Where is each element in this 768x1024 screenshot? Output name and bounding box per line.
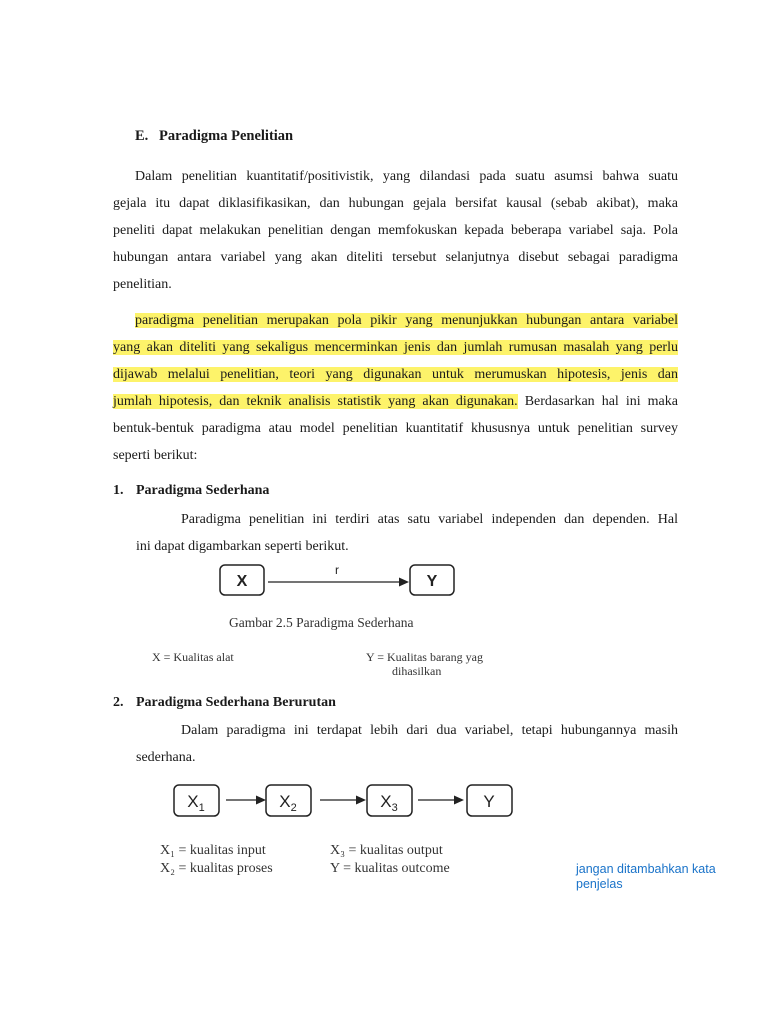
legend-x: X = Kualitas alat [152, 650, 234, 664]
subsection-number: 2. [113, 695, 124, 710]
highlighted-text[interactable]: dijawab melalui penelitian, teori yang digunakan untuk merumuskan hipotesis, jenis dan [113, 367, 678, 382]
paragraph-line [113, 388, 678, 415]
paragraph-line: peneliti dapat melakukan penelitian dengan memfokuskan kepada beberapa variabel saja. Pola [113, 223, 678, 238]
subsection-heading-2 [113, 695, 336, 711]
arrow-head [454, 796, 464, 805]
paragraph-line: Dalam paradigma ini terdapat lebih dari dua variabel, tetapi hubungannya masih [181, 723, 678, 738]
paragraph-text: Berdasarkan hal ini maka [517, 394, 678, 409]
paragraph-line: penelitian. [113, 277, 172, 292]
paragraph-line [113, 334, 678, 361]
subsection-2-paragraph [136, 717, 678, 771]
paragraph-line: sederhana. [136, 750, 196, 765]
box-y-label: Y [483, 792, 495, 811]
paragraph-line: gejala itu dapat diklasifikasikan, dan hubungan gejala bersifat kausal (sebab akibat), maka [113, 196, 678, 211]
subsection-title: Paradigma Sederhana Berurutan [136, 695, 336, 710]
arrow-head [399, 578, 409, 587]
paragraph-line: Dalam penelitian kuantitatif/positivistik, yang dilandasi pada suatu asumsi bahwa suatu [135, 169, 678, 184]
sequential-paradigm-diagram [172, 782, 517, 822]
paragraph-line: bentuk-bentuk paradigma atau model penelitian kuantitatif khususnya untuk penelitian survey [113, 421, 678, 436]
paragraph-intro [113, 163, 678, 298]
highlighted-text[interactable]: paradigma penelitian merupakan pola pikir yang menunjukkan hubungan antara variabel [135, 313, 678, 328]
box-x2-label: $X_2$ [279, 792, 297, 814]
legend-left [160, 842, 273, 878]
section-title: Paradigma Penelitian [159, 128, 294, 144]
paragraph-line: Paradigma penelitian ini terdiri atas satu variabel independen dan dependen. Hal [181, 512, 678, 527]
legend-x2: X₂ = kualitas proses [160, 861, 273, 876]
box-x3-label: $X_3$ [380, 792, 398, 814]
subsection-heading-1 [113, 483, 269, 499]
arrow-head [256, 796, 266, 805]
subsection-1-paragraph [136, 506, 678, 560]
section-number: E. [135, 128, 149, 144]
legend-y-line-1: Y = Kualitas barang yag [366, 650, 483, 664]
review-comment[interactable]: jangan ditambahkan kata penjelas [576, 862, 716, 891]
legend-x3: X₃ = kualitas output [330, 843, 443, 858]
legend-y [366, 650, 483, 678]
subsection-title: Paradigma Sederhana [136, 483, 270, 498]
paragraph-line: seperti berikut: [113, 448, 198, 463]
paragraph-line: hubungan antara variabel yang akan diteliti tersebut selanjutnya disebut sebagai paradigma [113, 250, 678, 265]
simple-paradigm-diagram [218, 560, 458, 602]
arrow-head [356, 796, 366, 805]
arrow-label: r [335, 563, 339, 577]
paragraph-line: ini dapat digambarkan seperti berikut. [136, 539, 349, 554]
legend-right [330, 842, 450, 878]
box-y-label: Y [426, 573, 438, 590]
section-heading [135, 128, 293, 145]
figure-caption: Gambar 2.5 Paradigma Sederhana [229, 615, 414, 630]
subsection-number: 1. [113, 483, 124, 498]
box-x-label: X [236, 573, 248, 590]
box-x1-label: $X_1$ [187, 792, 205, 814]
legend-y-line-2: dihasilkan [392, 664, 442, 678]
paragraph-definition [113, 307, 678, 469]
legend-x1: X₁ = kualitas input [160, 843, 266, 858]
highlighted-text[interactable]: jumlah hipotesis, dan teknik analisis statistik yang akan digunakan. [113, 394, 518, 409]
highlighted-text[interactable]: yang akan diteliti yang sekaligus mencerminkan jenis dan jumlah rumusan masalah yang perlu [113, 340, 678, 355]
paragraph-line [113, 307, 678, 334]
paragraph-line [113, 361, 678, 388]
legend-y: Y = kualitas outcome [330, 861, 450, 876]
